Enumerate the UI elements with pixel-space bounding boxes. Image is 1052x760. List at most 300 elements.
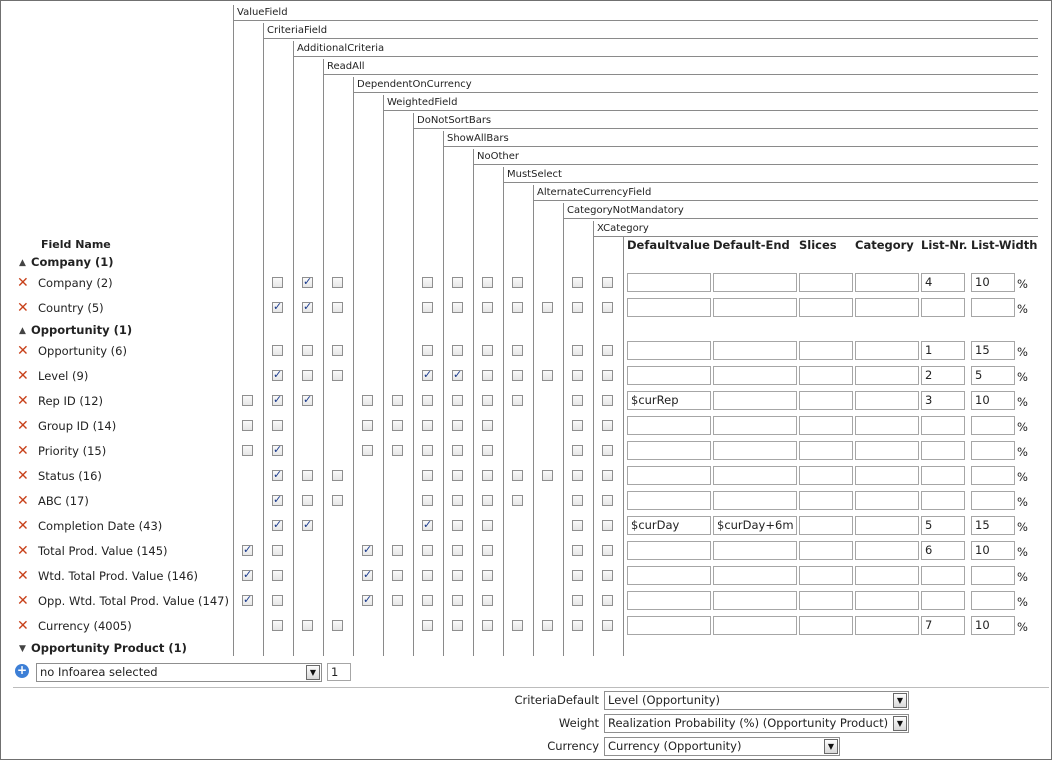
checkbox-xcategory[interactable] — [602, 420, 613, 431]
checkbox-categorynotmandatory[interactable] — [572, 420, 583, 431]
checkbox-categorynotmandatory[interactable] — [572, 395, 583, 406]
checkbox-showallbars[interactable] — [452, 277, 463, 288]
list-nr-input[interactable]: 7 — [921, 616, 965, 635]
checkbox-showallbars[interactable] — [452, 620, 463, 631]
checkbox-noother[interactable] — [482, 495, 493, 506]
remove-field-icon[interactable]: ✕ — [17, 518, 29, 534]
defaultvalue-input[interactable]: $curRep — [627, 391, 711, 410]
field-label: Rep ID (12) — [38, 394, 104, 408]
checkbox-additionalcriteria[interactable] — [302, 277, 313, 288]
currency-label: Currency — [547, 739, 599, 753]
category-input[interactable] — [855, 491, 919, 510]
checkbox-noother[interactable] — [482, 277, 493, 288]
column-header-readall: ReadAll — [327, 61, 365, 72]
field-row — [1, 616, 1051, 638]
slices-input[interactable] — [799, 391, 853, 410]
remove-field-icon[interactable]: ✕ — [17, 443, 29, 459]
list-nr-input[interactable]: 4 — [921, 273, 965, 292]
field-label: Currency (4005) — [38, 619, 132, 633]
checkbox-xcategory[interactable] — [602, 545, 613, 556]
checkbox-categorynotmandatory[interactable] — [572, 595, 583, 606]
checkbox-criteriafield[interactable] — [272, 420, 283, 431]
column-header-alternatecurrencyfield: AlternateCurrencyField — [537, 187, 652, 198]
list-width-input[interactable] — [971, 298, 1015, 317]
checkbox-showallbars[interactable] — [452, 445, 463, 456]
field-row — [1, 416, 1051, 438]
checkbox-alternatecurrencyfield[interactable] — [542, 302, 553, 313]
list-nr-input[interactable]: 1 — [921, 341, 965, 360]
defaultvalue-input[interactable]: $curDay — [627, 516, 711, 535]
chevron-down-icon[interactable]: ▼ — [893, 716, 907, 731]
checkbox-donotsortbars[interactable] — [422, 620, 433, 631]
list-nr-header: List-Nr. — [921, 238, 968, 252]
defaultvalue-input[interactable] — [627, 616, 711, 635]
checkbox-additionalcriteria[interactable] — [302, 495, 313, 506]
field-label: Completion Date (43) — [38, 519, 163, 533]
checkbox-mustselect[interactable] — [512, 370, 523, 381]
list-nr-input[interactable]: 3 — [921, 391, 965, 410]
list-width-input[interactable] — [971, 566, 1015, 585]
checkbox-mustselect[interactable] — [512, 345, 523, 356]
list-width-input[interactable]: 10 — [971, 273, 1015, 292]
checkbox-xcategory[interactable] — [602, 495, 613, 506]
defaultvalue-input[interactable] — [627, 366, 711, 385]
slices-input[interactable] — [799, 466, 853, 485]
default-end-input[interactable] — [713, 591, 797, 610]
slices-input[interactable] — [799, 566, 853, 585]
checkbox-readall[interactable] — [332, 470, 343, 481]
column-header-rule — [533, 200, 1038, 201]
list-nr-input[interactable]: 2 — [921, 366, 965, 385]
chevron-down-icon[interactable]: ▼ — [893, 693, 907, 708]
checkbox-showallbars[interactable] — [452, 595, 463, 606]
slices-input[interactable] — [799, 591, 853, 610]
checkbox-noother[interactable] — [482, 620, 493, 631]
field-name-header: Field Name — [41, 238, 111, 251]
list-nr-input[interactable] — [921, 298, 965, 317]
checkbox-dependentoncurrency[interactable] — [362, 445, 373, 456]
field-row — [1, 366, 1051, 388]
list-nr-input[interactable] — [921, 466, 965, 485]
checkbox-mustselect[interactable] — [512, 620, 523, 631]
percent-unit: % — [1017, 345, 1028, 359]
checkbox-weightedfield[interactable] — [392, 570, 403, 581]
checkbox-criteriafield[interactable] — [272, 302, 283, 313]
remove-field-icon[interactable]: ✕ — [17, 593, 29, 609]
checkbox-weightedfield[interactable] — [392, 545, 403, 556]
list-width-input[interactable] — [971, 591, 1015, 610]
field-label: Wtd. Total Prod. Value (146) — [38, 569, 199, 583]
default-end-input[interactable] — [713, 391, 797, 410]
checkbox-criteriafield[interactable] — [272, 595, 283, 606]
list-nr-input[interactable]: 5 — [921, 516, 965, 535]
category-input[interactable] — [855, 391, 919, 410]
checkbox-donotsortbars[interactable] — [422, 570, 433, 581]
default-end-input[interactable]: $curDay+6m — [713, 516, 797, 535]
checkbox-categorynotmandatory[interactable] — [572, 445, 583, 456]
percent-unit: % — [1017, 495, 1028, 509]
checkbox-alternatecurrencyfield[interactable] — [542, 470, 553, 481]
slices-input[interactable] — [799, 366, 853, 385]
checkbox-readall[interactable] — [332, 495, 343, 506]
list-width-input[interactable] — [971, 466, 1015, 485]
checkbox-readall[interactable] — [332, 277, 343, 288]
field-row — [1, 591, 1051, 613]
group-opportunity-product[interactable] — [19, 640, 187, 656]
checkbox-showallbars[interactable] — [452, 545, 463, 556]
checkbox-dependentoncurrency[interactable] — [362, 420, 373, 431]
column-header-weightedfield: WeightedField — [387, 97, 458, 108]
checkbox-criteriafield[interactable] — [272, 620, 283, 631]
criteria-default-label: CriteriaDefault — [514, 693, 599, 707]
checkbox-xcategory[interactable] — [602, 570, 613, 581]
defaultvalue-input[interactable] — [627, 566, 711, 585]
default-end-input[interactable] — [713, 416, 797, 435]
checkbox-readall[interactable] — [332, 345, 343, 356]
default-end-input[interactable] — [713, 616, 797, 635]
checkbox-categorynotmandatory[interactable] — [572, 495, 583, 506]
list-nr-input[interactable] — [921, 416, 965, 435]
checkbox-showallbars[interactable] — [452, 470, 463, 481]
checkbox-noother[interactable] — [482, 595, 493, 606]
checkbox-weightedfield[interactable] — [392, 595, 403, 606]
category-header: Category — [855, 238, 914, 252]
checkbox-weightedfield[interactable] — [392, 395, 403, 406]
checkbox-additionalcriteria[interactable] — [302, 395, 313, 406]
remove-field-icon[interactable]: ✕ — [17, 543, 29, 559]
checkbox-categorynotmandatory[interactable] — [572, 520, 583, 531]
checkbox-alternatecurrencyfield[interactable] — [542, 370, 553, 381]
remove-field-icon[interactable]: ✕ — [17, 418, 29, 434]
infoarea-count-input[interactable]: 1 — [327, 663, 351, 681]
checkbox-noother[interactable] — [482, 570, 493, 581]
checkbox-categorynotmandatory[interactable] — [572, 545, 583, 556]
list-width-input[interactable]: 10 — [971, 616, 1015, 635]
checkbox-categorynotmandatory[interactable] — [572, 277, 583, 288]
currency-select[interactable] — [604, 737, 840, 756]
remove-field-icon[interactable]: ✕ — [17, 275, 29, 291]
default-end-input[interactable] — [713, 366, 797, 385]
checkbox-xcategory[interactable] — [602, 595, 613, 606]
slices-input[interactable] — [799, 341, 853, 360]
field-label: ABC (17) — [38, 494, 89, 508]
defaultvalue-input[interactable] — [627, 441, 711, 460]
column-header-rule — [263, 38, 1038, 39]
weight-value: Realization Probability (%) (Opportunity Product) — [608, 716, 889, 730]
checkbox-donotsortbars[interactable] — [422, 277, 433, 288]
category-input[interactable] — [855, 341, 919, 360]
category-input[interactable] — [855, 366, 919, 385]
checkbox-noother[interactable] — [482, 445, 493, 456]
field-row — [1, 466, 1051, 488]
checkbox-valuefield[interactable] — [242, 545, 253, 556]
checkbox-valuefield[interactable] — [242, 595, 253, 606]
percent-unit: % — [1017, 277, 1028, 291]
list-width-input[interactable] — [971, 491, 1015, 510]
chevron-down-icon[interactable]: ▼ — [824, 739, 838, 754]
checkbox-dependentoncurrency[interactable] — [362, 570, 373, 581]
checkbox-donotsortbars[interactable] — [422, 302, 433, 313]
column-header-additionalcriteria: AdditionalCriteria — [297, 43, 385, 54]
checkbox-xcategory[interactable] — [602, 395, 613, 406]
checkbox-noother[interactable] — [482, 420, 493, 431]
checkbox-categorynotmandatory[interactable] — [572, 302, 583, 313]
field-row — [1, 541, 1051, 563]
checkbox-valuefield[interactable] — [242, 420, 253, 431]
checkbox-additionalcriteria[interactable] — [302, 520, 313, 531]
slices-input[interactable] — [799, 541, 853, 560]
checkbox-criteriafield[interactable] — [272, 520, 283, 531]
checkbox-mustselect[interactable] — [512, 495, 523, 506]
list-nr-input[interactable] — [921, 491, 965, 510]
checkbox-mustselect[interactable] — [512, 470, 523, 481]
checkbox-dependentoncurrency[interactable] — [362, 395, 373, 406]
checkbox-showallbars[interactable] — [452, 495, 463, 506]
defaultvalue-header: Defaultvalue — [627, 238, 710, 252]
percent-unit: % — [1017, 395, 1028, 409]
checkbox-mustselect[interactable] — [512, 395, 523, 406]
column-header-valuefield: ValueField — [237, 7, 288, 18]
default-end-header: Default-End — [713, 238, 790, 252]
remove-field-icon[interactable]: ✕ — [17, 393, 29, 409]
checkbox-noother[interactable] — [482, 302, 493, 313]
infoarea-select[interactable] — [36, 663, 322, 682]
checkbox-noother[interactable] — [482, 470, 493, 481]
slices-header: Slices — [799, 238, 837, 252]
checkbox-noother[interactable] — [482, 370, 493, 381]
default-end-input[interactable] — [713, 541, 797, 560]
field-label: Status (16) — [38, 469, 102, 483]
checkbox-readall[interactable] — [332, 620, 343, 631]
checkbox-donotsortbars[interactable] — [422, 345, 433, 356]
default-end-input[interactable] — [713, 273, 797, 292]
remove-field-icon[interactable]: ✕ — [17, 568, 29, 584]
checkbox-showallbars[interactable] — [452, 570, 463, 581]
checkbox-criteriafield[interactable] — [272, 345, 283, 356]
checkbox-alternatecurrencyfield[interactable] — [542, 620, 553, 631]
column-header-rule — [293, 56, 1038, 57]
field-row — [1, 391, 1051, 413]
checkbox-additionalcriteria[interactable] — [302, 370, 313, 381]
checkbox-donotsortbars[interactable] — [422, 495, 433, 506]
checkbox-xcategory[interactable] — [602, 445, 613, 456]
column-header-rule — [233, 20, 1038, 21]
checkbox-mustselect[interactable] — [512, 302, 523, 313]
defaultvalue-input[interactable] — [627, 466, 711, 485]
percent-unit: % — [1017, 595, 1028, 609]
list-nr-input[interactable] — [921, 566, 965, 585]
checkbox-donotsortbars[interactable] — [422, 545, 433, 556]
checkbox-criteriafield[interactable] — [272, 545, 283, 556]
list-width-input[interactable]: 5 — [971, 366, 1015, 385]
remove-field-icon[interactable]: ✕ — [17, 468, 29, 484]
percent-unit: % — [1017, 302, 1028, 316]
checkbox-criteriafield[interactable] — [272, 445, 283, 456]
infoarea-select-value: no Infoarea selected — [40, 665, 158, 679]
checkbox-valuefield[interactable] — [242, 570, 253, 581]
weight-select[interactable] — [604, 714, 909, 733]
category-input[interactable] — [855, 466, 919, 485]
category-input[interactable] — [855, 566, 919, 585]
column-header-rule — [413, 128, 1038, 129]
slices-input[interactable] — [799, 616, 853, 635]
checkbox-criteriafield[interactable] — [272, 277, 283, 288]
checkbox-showallbars[interactable] — [452, 345, 463, 356]
remove-field-icon[interactable]: ✕ — [17, 618, 29, 634]
checkbox-xcategory[interactable] — [602, 520, 613, 531]
checkbox-mustselect[interactable] — [512, 277, 523, 288]
slices-input[interactable] — [799, 273, 853, 292]
weight-label: Weight — [558, 716, 599, 730]
checkbox-showallbars[interactable] — [452, 420, 463, 431]
checkbox-noother[interactable] — [482, 520, 493, 531]
defaultvalue-input[interactable] — [627, 416, 711, 435]
default-end-input[interactable] — [713, 298, 797, 317]
checkbox-criteriafield[interactable] — [272, 495, 283, 506]
checkbox-xcategory[interactable] — [602, 277, 613, 288]
group-opportunity-label: Opportunity (1) — [31, 323, 133, 337]
checkbox-criteriafield[interactable] — [272, 370, 283, 381]
slices-input[interactable] — [799, 441, 853, 460]
category-input[interactable] — [855, 516, 919, 535]
default-end-input[interactable] — [713, 341, 797, 360]
remove-field-icon[interactable]: ✕ — [17, 343, 29, 359]
checkbox-categorynotmandatory[interactable] — [572, 470, 583, 481]
field-label: Group ID (14) — [38, 419, 117, 433]
category-input[interactable] — [855, 591, 919, 610]
checkbox-categorynotmandatory[interactable] — [572, 620, 583, 631]
slices-input[interactable] — [799, 491, 853, 510]
defaultvalue-input[interactable] — [627, 591, 711, 610]
checkbox-readall[interactable] — [332, 302, 343, 313]
list-width-input[interactable] — [971, 416, 1015, 435]
slices-input[interactable] — [799, 416, 853, 435]
checkbox-readall[interactable] — [332, 370, 343, 381]
group-opportunity-product-label: Opportunity Product (1) — [31, 641, 187, 655]
category-input[interactable] — [855, 273, 919, 292]
remove-field-icon[interactable]: ✕ — [17, 493, 29, 509]
category-input[interactable] — [855, 416, 919, 435]
checkbox-noother[interactable] — [482, 395, 493, 406]
checkbox-donotsortbars[interactable] — [422, 470, 433, 481]
defaultvalue-input[interactable] — [627, 491, 711, 510]
remove-field-icon[interactable]: ✕ — [17, 368, 29, 384]
checkbox-weightedfield[interactable] — [392, 420, 403, 431]
field-label: Opportunity (6) — [38, 344, 127, 358]
category-input[interactable] — [855, 441, 919, 460]
field-row — [1, 516, 1051, 538]
list-nr-input[interactable] — [921, 591, 965, 610]
checkbox-additionalcriteria[interactable] — [302, 470, 313, 481]
category-input[interactable] — [855, 616, 919, 635]
defaultvalue-input[interactable] — [627, 341, 711, 360]
category-input[interactable] — [855, 541, 919, 560]
list-width-input[interactable]: 15 — [971, 516, 1015, 535]
defaultvalue-input[interactable] — [627, 541, 711, 560]
group-company[interactable] — [19, 254, 114, 270]
field-label: Company (2) — [38, 276, 113, 290]
checkbox-criteriafield[interactable] — [272, 470, 283, 481]
checkbox-xcategory[interactable] — [602, 620, 613, 631]
chevron-up-icon: ▲ — [19, 326, 26, 336]
checkbox-additionalcriteria[interactable] — [302, 345, 313, 356]
checkbox-valuefield[interactable] — [242, 395, 253, 406]
slices-input[interactable] — [799, 298, 853, 317]
checkbox-xcategory[interactable] — [602, 370, 613, 381]
checkbox-categorynotmandatory[interactable] — [572, 570, 583, 581]
checkbox-showallbars[interactable] — [452, 395, 463, 406]
list-width-input[interactable]: 10 — [971, 391, 1015, 410]
list-nr-input[interactable]: 6 — [921, 541, 965, 560]
list-width-input[interactable]: 15 — [971, 341, 1015, 360]
checkbox-weightedfield[interactable] — [392, 445, 403, 456]
list-width-input[interactable] — [971, 441, 1015, 460]
chevron-down-icon[interactable]: ▼ — [306, 665, 320, 680]
column-header-criteriafield: CriteriaField — [267, 25, 328, 36]
checkbox-showallbars[interactable] — [452, 520, 463, 531]
checkbox-dependentoncurrency[interactable] — [362, 595, 373, 606]
default-end-input[interactable] — [713, 491, 797, 510]
checkbox-donotsortbars[interactable] — [422, 420, 433, 431]
checkbox-donotsortbars[interactable] — [422, 520, 433, 531]
default-end-input[interactable] — [713, 566, 797, 585]
percent-unit: % — [1017, 520, 1028, 534]
group-opportunity[interactable] — [19, 322, 132, 338]
slices-input[interactable] — [799, 516, 853, 535]
checkbox-donotsortbars[interactable] — [422, 445, 433, 456]
column-header-rule — [383, 110, 1038, 111]
remove-field-icon[interactable]: ✕ — [17, 300, 29, 316]
checkbox-dependentoncurrency[interactable] — [362, 545, 373, 556]
list-nr-input[interactable] — [921, 441, 965, 460]
column-header-dependentoncurrency: DependentOnCurrency — [357, 79, 472, 90]
category-input[interactable] — [855, 298, 919, 317]
list-width-input[interactable]: 10 — [971, 541, 1015, 560]
divider — [13, 687, 1049, 688]
checkbox-additionalcriteria[interactable] — [302, 620, 313, 631]
default-end-input[interactable] — [713, 466, 797, 485]
field-row — [1, 566, 1051, 588]
field-row — [1, 298, 1051, 320]
checkbox-donotsortbars[interactable] — [422, 370, 433, 381]
checkbox-xcategory[interactable] — [602, 345, 613, 356]
checkbox-criteriafield[interactable] — [272, 570, 283, 581]
defaultvalue-input[interactable] — [627, 298, 711, 317]
field-row — [1, 491, 1051, 513]
checkbox-criteriafield[interactable] — [272, 395, 283, 406]
checkbox-donotsortbars[interactable] — [422, 395, 433, 406]
checkbox-noother[interactable] — [482, 345, 493, 356]
checkbox-xcategory[interactable] — [602, 470, 613, 481]
defaultvalue-input[interactable] — [627, 273, 711, 292]
checkbox-categorynotmandatory[interactable] — [572, 370, 583, 381]
checkbox-showallbars[interactable] — [452, 302, 463, 313]
checkbox-donotsortbars[interactable] — [422, 595, 433, 606]
column-header-rule — [443, 146, 1038, 147]
field-label: Total Prod. Value (145) — [38, 544, 168, 558]
checkbox-additionalcriteria[interactable] — [302, 302, 313, 313]
checkbox-noother[interactable] — [482, 545, 493, 556]
default-end-input[interactable] — [713, 441, 797, 460]
criteria-default-select[interactable] — [604, 691, 909, 710]
checkbox-valuefield[interactable] — [242, 445, 253, 456]
checkbox-xcategory[interactable] — [602, 302, 613, 313]
add-infoarea-icon[interactable]: + — [16, 663, 28, 677]
checkbox-categorynotmandatory[interactable] — [572, 345, 583, 356]
checkbox-showallbars[interactable] — [452, 370, 463, 381]
column-header-rule — [323, 74, 1038, 75]
field-row — [1, 341, 1051, 363]
